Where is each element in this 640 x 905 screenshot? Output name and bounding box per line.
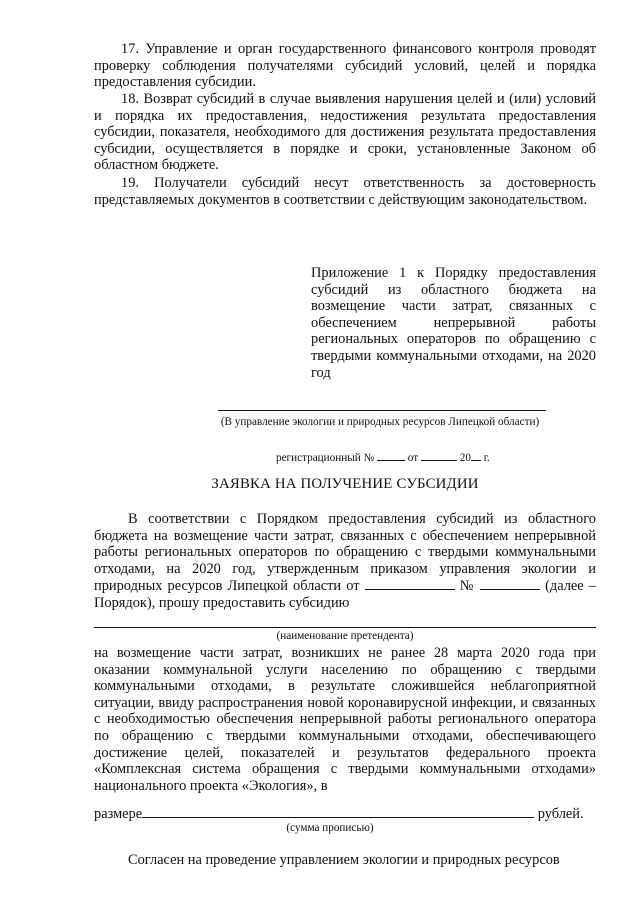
registration-year-suffix: г.	[483, 452, 490, 464]
amount-unit: рублей.	[537, 806, 584, 822]
form-body: на возмещение части затрат, возникших не ранее 28 марта 2020 года при оказании коммунальной услуги населению по обращению с твердыми коммунальными отходами, в результате сложившейся неблагоприятной ситуации, ввиду распространения новой коронавирусной инфекции, и связанных с необходимостью обеспечения непрерывной работы регионального оператора по обращению с твердыми коммунальными отходами, обеспечивающего достижение целей, показателей и результатов федерального проекта «Комплексная система обращения с твердыми коммунальными отходами» национального проекта «Экология», в	[94, 645, 596, 794]
amount-caption: (сумма прописью)	[286, 822, 374, 834]
registration-year-prefix: 20	[459, 452, 471, 464]
order-number-field[interactable]	[480, 577, 540, 590]
clause-18: 18. Возврат субсидий в случае выявления нарушения целей и (или) условий и порядка их предоставления, недостижения результата предоставления субсидии, показателя, необходимого для достижения результата предоставления субсидии, осуществляется в порядке и сроки, установленные Законом об областном бюджете.	[94, 91, 596, 174]
form-heading: ЗАЯВКА НА ПОЛУЧЕНИЕ СУБСИДИИ	[211, 476, 479, 492]
appendix-title: Приложение 1 к Порядку предоставления субсидий из областного бюджета на возмещение части затрат, связанных с обеспечением непрерывной работы региональных операторов по обращению с твердыми коммунальными отходами, на 2020 год	[311, 265, 596, 381]
registration-date-field[interactable]	[421, 448, 457, 461]
clause-19: 19. Получатели субсидий несут ответственность за достоверность представляемых документов в соответствии с действующим законодательством.	[94, 175, 596, 208]
order-date-field[interactable]	[365, 577, 455, 590]
registration-year-field[interactable]	[471, 448, 481, 461]
consent-text: Согласен на проведение управлением экологии и природных ресурсов	[128, 852, 560, 868]
addressee-line[interactable]	[218, 410, 546, 411]
addressee-caption: (В управление экологии и природных ресурсов Липецкой области)	[220, 416, 540, 428]
registration-from-label: от	[407, 452, 419, 464]
form-intro	[94, 511, 596, 612]
amount-label: размере	[94, 806, 143, 822]
amount-row	[94, 805, 596, 823]
clause-17: 17. Управление и орган государственного финансового контроля проводят проверку соблюдения получателями субсидий условий, целей и порядка предоставления субсидии.	[94, 41, 596, 91]
registration-line	[276, 448, 576, 465]
form-intro-text: В соответствии с Порядком предоставления субсидий из областного бюджета на возмещение части затрат, связанных с обеспечением непрерывной работы региональных операторов по обращению с твердыми коммунальными отходами, на 2020 год, утвержденным приказом управления экологии и природных ресурсов Липецкой области от	[94, 511, 596, 595]
form-intro-text-2: (далее – Порядок), прошу предоставить субсидию	[94, 578, 596, 611]
applicant-caption: (наименование претендента)	[276, 630, 414, 642]
registration-number-field[interactable]	[377, 448, 405, 461]
amount-in-words-field[interactable]	[142, 805, 534, 818]
form-intro-number-sign: №	[459, 578, 475, 595]
registration-label: регистрационный №	[276, 452, 375, 464]
applicant-name-field[interactable]	[94, 627, 596, 628]
